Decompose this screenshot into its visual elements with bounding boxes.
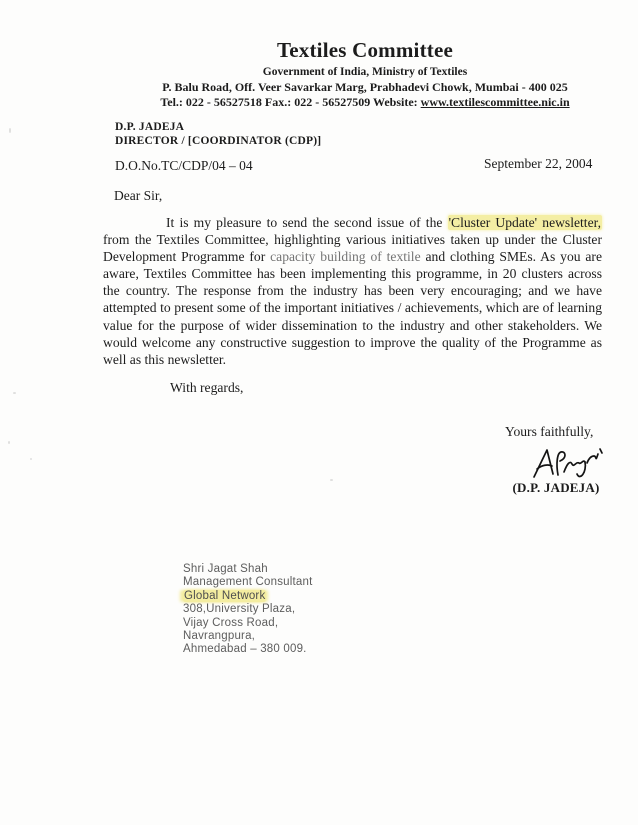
recipient-company <box>183 590 313 603</box>
recipient-address-line: 308,University Plaza, <box>183 603 296 616</box>
sender-designation: DIRECTOR / [COORDINATOR (CDP)] <box>115 134 322 147</box>
reference-number: D.O.No.TC/CDP/04 – 04 <box>115 158 253 173</box>
letter-date: September 22, 2004 <box>484 156 593 171</box>
recipient-company-highlighted: Global Network <box>184 589 266 602</box>
letterhead <box>105 38 625 110</box>
scan-speckle <box>13 392 16 394</box>
body-text: It is my pleasure to send the second issue of the <box>166 215 448 230</box>
contact-line <box>105 95 625 110</box>
sender-block <box>115 121 321 148</box>
signature-scribble <box>527 445 607 485</box>
scan-speckle <box>330 479 333 481</box>
body-text: from the Textiles Committee, highlighting various initiatives taken up under the Cluster Development Programme for <box>103 232 602 265</box>
scan-speckle <box>9 128 11 133</box>
body-text: and clothing SMEs. As you are aware, Textiles Committee has been implementing this programme, in 20 clusters across the country. The response from the industry has been very encouraging; and we have attempted to present some of the important initiatives / achievements, which are of learning value for the purpose of wider dissemination to the industry and other stakeholders. We would welcome any constructive suggestion to improve the quality of the Programme as well as this newsletter. <box>103 249 602 367</box>
address-line: P. Balu Road, Off. Veer Savarkar Marg, Prabhadevi Chowk, Mumbai - 400 025 <box>162 80 568 94</box>
with-regards: With regards, <box>170 380 244 395</box>
recipient-title: Management Consultant <box>183 576 313 589</box>
signatory-name: (D.P. JADEJA) <box>512 480 600 495</box>
tel-fax-text: Tel.: 022 - 56527518 Fax.: 022 - 56527509 Website: <box>160 95 421 109</box>
recipient-address-line: Vijay Cross Road, <box>183 616 279 629</box>
body-text-highlighted: 'Cluster Update' newsletter, <box>448 215 601 230</box>
recipient-block <box>183 563 313 657</box>
salutation: Dear Sir, <box>114 188 163 203</box>
website-link: www.textilescommittee.nic.in <box>420 95 570 109</box>
recipient-address-line: Navrangpura, <box>183 630 256 643</box>
scan-speckle <box>8 441 10 444</box>
sender-name: D.P. JADEJA <box>115 121 185 133</box>
recipient-address-line: Ahmedabad – 380 009. <box>183 643 307 656</box>
organization-name: Textiles Committee <box>276 38 454 62</box>
recipient-name: Shri Jagat Shah <box>183 563 268 575</box>
valediction: Yours faithfully, <box>505 424 594 439</box>
letter-body <box>103 214 602 368</box>
body-text-faded: capacity building of textile <box>270 249 421 265</box>
government-line: Government of India, Ministry of Textiles <box>262 66 468 78</box>
scan-speckle <box>30 458 32 460</box>
